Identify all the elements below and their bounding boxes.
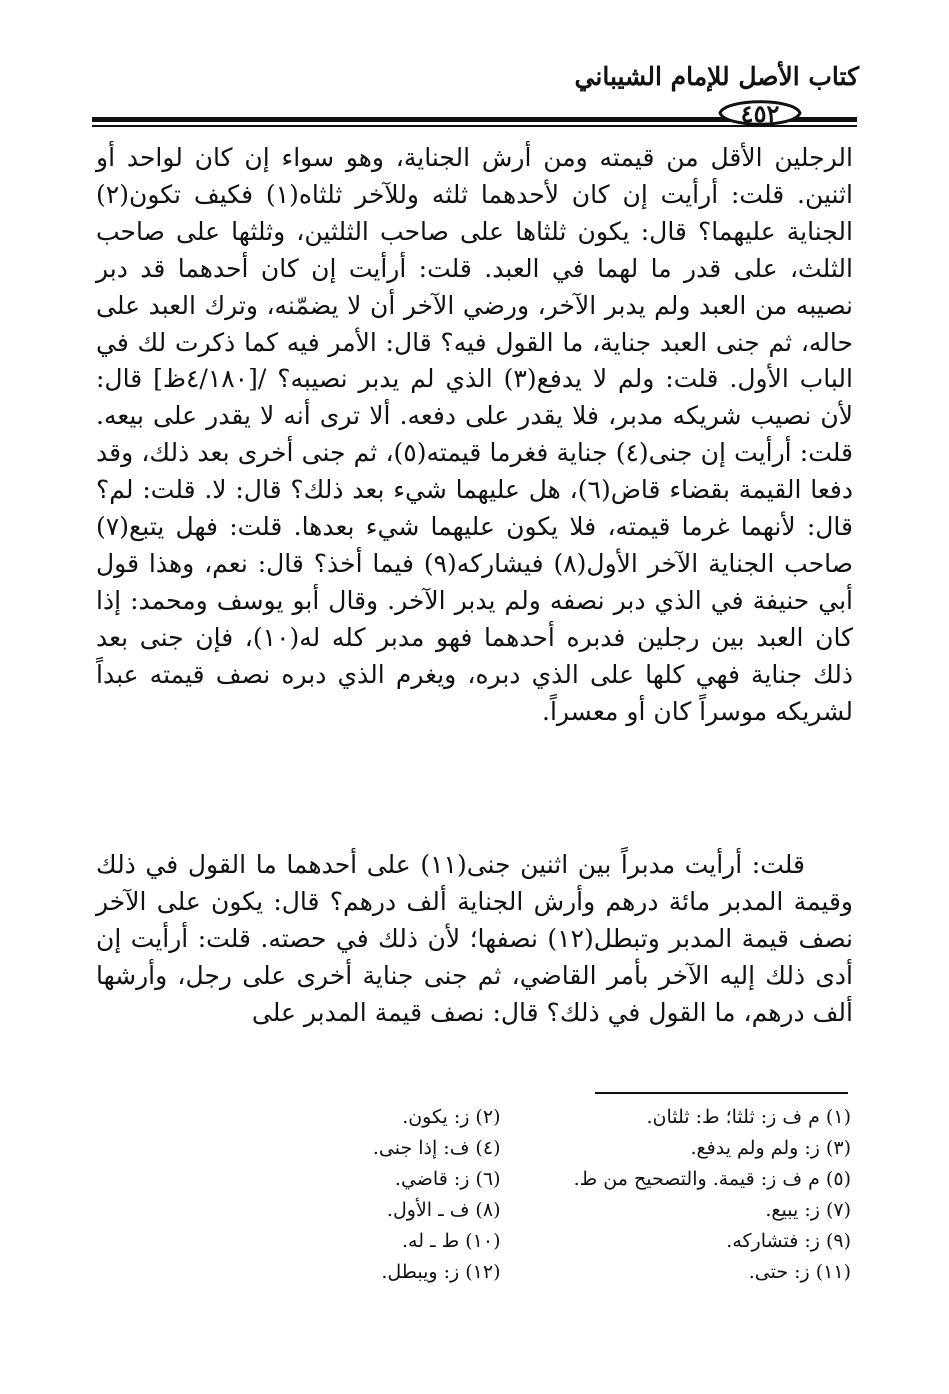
footnote-4: (٤) ف: إذا جنى. (372, 1137, 501, 1159)
footnote-separator (595, 1092, 848, 1094)
body-paragraph-1 (96, 140, 853, 731)
footnote-1: (١) م ف ز: ثلثا؛ ط: ثلثان. (646, 1106, 851, 1128)
footnote-2: (٢) ز: يكون. (402, 1106, 501, 1128)
footnote-11: (١١) ز: حتى. (748, 1261, 851, 1283)
running-header-title: كتاب الأصل للإمام الشيباني (574, 62, 859, 91)
paragraph-text: قلت: أرأيت مدبراً بين اثنين جنى(١١) على أحدهما ما القول في ذلك وقيمة المدبر مائة درهم وأرش الجناية ألف درهم؟ قال: يكون على الآخر نصف قيمة المدبر وتبطل(١٢) نصفها؛ لأن ذلك في حصته. قلت: أرأيت إن أدى ذلك إليه الآخر بأمر القاضي، ثم جنى جناية أخرى على رجل، وأرشها ألف درهم، ما القول في ذلك؟ قال: نصف قيمة المدبر على (96, 850, 853, 1027)
body-paragraph-2 (96, 847, 853, 1032)
paragraph-text: الرجلين الأقل من قيمته ومن أرش الجناية، وهو سواء إن كان لواحد أو اثنين. قلت: أرأيت إن كان لأحدهما ثلثه وللآخر ثلثاه(١) فكيف تكون(٢) الجناية عليهما؟ قال: يكون ثلثاها على صاحب الثلثين، وثلثها على صاحب الثلث، على قدر ما لهما في العبد. قلت: أرأيت إن كان أحدهما قد دبر نصيبه من العبد ولم يدبر الآخر، ورضي الآخر أن لا يضمّنه، وترك العبد على حاله، ثم جنى العبد جناية، ما القول فيه؟ قال: الأمر فيه كما ذكرت لك في الباب الأول. قلت: ولم لا يدفع(٣) الذي لم يدبر نصيبه؟ /[٤/١٨٠ظ] قال: لأن نصيب شريكه مدبر، فلا يقدر على دفعه. ألا ترى أنه لا يقدر على بيعه. قلت: أرأيت إن جنى(٤) جناية فغرما قيمته(٥)، ثم جنى أخرى بعد ذلك، وقد دفعا القيمة بقضاء قاض(٦)، هل عليهما شيء بعد ذلك؟ قال: لا. قلت: لم؟ قال: لأنهما غرما قيمته، فلا يكون عليهما شيء بعدها. قلت: فهل يتبع(٧) صاحب الجناية الآخر الأول(٨) فيشاركه(٩) فيما أخذ؟ قال: نعم، وهذا قول أبي حنيفة في الذي دبر نصفه ولم يدبر الآخر. وقال أبو يوسف ومحمد: إذا كان العبد بين رجلين فدبره أحدهما فهو مدبر كله له(١٠)، فإن جنى بعد ذلك جناية فهي كلها على الذي دبره، ويغرم الذي دبره نصف قيمته عبداً لشريكه موسراً كان أو معسراً. (96, 143, 854, 726)
page-number: ٤٥٢ (740, 98, 780, 128)
footnote-7: (٧) ز: يبيع. (765, 1199, 851, 1221)
footnote-9: (٩) ز: فتشاركه. (726, 1230, 851, 1252)
footnote-3: (٣) ز: ولم ولم يدفع. (690, 1137, 851, 1159)
footnote-10: (١٠) ط ـ له. (401, 1230, 501, 1252)
footnote-6: (٦) ز: قاضي. (394, 1168, 501, 1190)
footnote-5: (٥) م ف ز: قيمة. والتصحيح من ط. (573, 1168, 851, 1190)
footnote-12: (١٢) ز: ويبطل. (381, 1261, 501, 1283)
footnote-8: (٨) ف ـ الأول. (386, 1199, 501, 1221)
footnotes (190, 1102, 851, 1288)
